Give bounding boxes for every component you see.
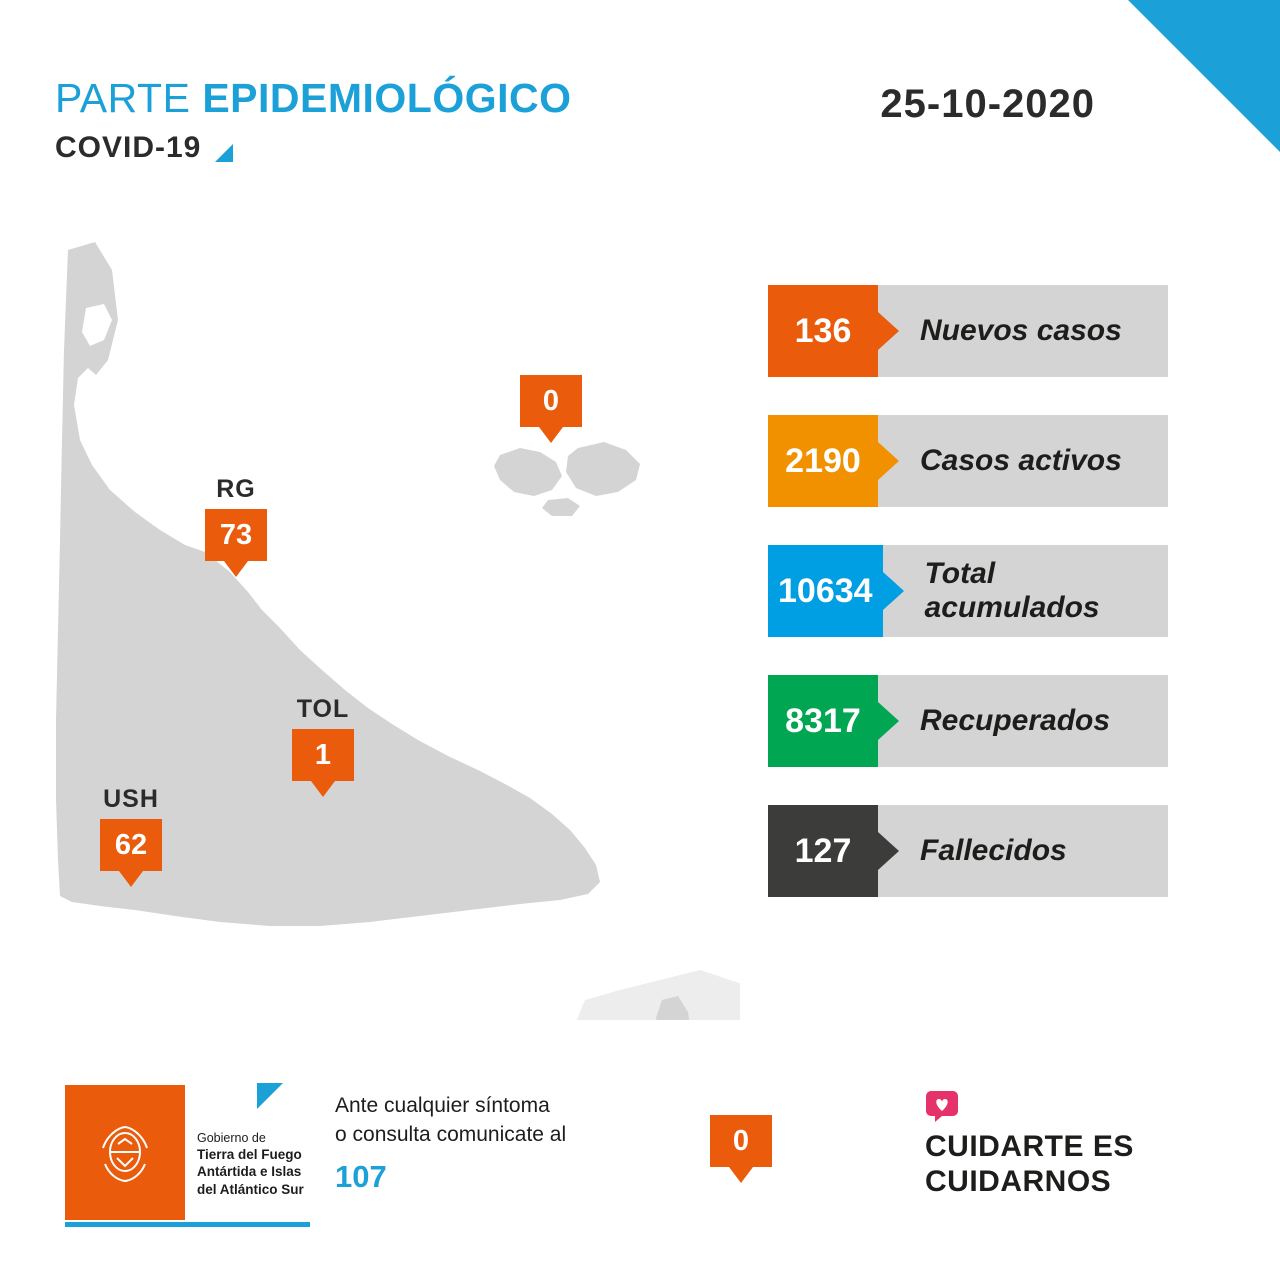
- stat-value-recuperados: 8317: [768, 675, 878, 767]
- stat-label-fallecidos: Fallecidos: [920, 834, 1067, 867]
- slogan-block: [925, 1090, 1134, 1199]
- heart-chat-icon: [925, 1090, 959, 1122]
- map-pin-rg[interactable]: [205, 475, 267, 561]
- stat-row-fallecidos: [768, 805, 1168, 897]
- contact-line-2: o consulta comunicate al: [335, 1122, 567, 1146]
- map-pin-antartida[interactable]: [710, 1115, 772, 1167]
- gov-line-2: Tierra del Fuego: [197, 1147, 302, 1162]
- contact-line-1: Ante cualquier síntoma: [335, 1094, 550, 1117]
- stat-label-total-acumulados: Total acumulados: [924, 557, 1100, 624]
- logo-orange-box: [65, 1085, 185, 1220]
- stat-row-recuperados: [768, 675, 1168, 767]
- stat-row-nuevos-casos: [768, 285, 1168, 377]
- slogan-line-2: CUIDARNOS: [925, 1164, 1112, 1198]
- page-title: [55, 75, 572, 121]
- contact-block: [335, 1092, 566, 1199]
- slogan-line-1: CUIDARTE ES: [925, 1130, 1134, 1163]
- map-shape-malvinas-east: [566, 442, 640, 496]
- map-pin-tol-value: 1: [292, 729, 354, 781]
- stats-panel: [768, 285, 1168, 935]
- map-pin-tol[interactable]: [292, 695, 354, 781]
- stat-row-total-acumulados: [768, 545, 1168, 637]
- map-pin-malvinas-value: 0: [520, 375, 582, 427]
- page-subtitle: COVID-19: [55, 131, 202, 164]
- report-date: 25-10-2020: [880, 82, 1095, 126]
- contact-phone-number: 107: [335, 1158, 387, 1194]
- stat-label-casos-activos: Casos activos: [920, 444, 1122, 477]
- tierra-del-fuego-map: [0, 200, 740, 1020]
- government-logo-text: [197, 1130, 304, 1198]
- gov-line-1: Gobierno de: [197, 1131, 266, 1145]
- map-shape-malvinas-small: [542, 498, 580, 516]
- map-pin-ush-value: 62: [100, 819, 162, 871]
- page-header: [55, 75, 572, 165]
- map-pin-tol-label: TOL: [296, 695, 350, 723]
- map-pin-ush-label: USH: [103, 785, 159, 813]
- government-logo: [65, 1085, 304, 1220]
- page-title-word-parte: PARTE: [55, 75, 191, 121]
- page-subtitle-row: [55, 131, 572, 165]
- map-pin-malvinas[interactable]: [520, 375, 582, 427]
- coat-of-arms-icon: [97, 1122, 153, 1184]
- map-pin-rg-value: 73: [205, 509, 267, 561]
- map-shape-antarctic-sector: [560, 970, 740, 1020]
- map-pin-antartida-value: 0: [710, 1115, 772, 1167]
- stat-label-recuperados: Recuperados: [920, 704, 1111, 737]
- page-title-word-epidemiologico: EPIDEMIOLÓGICO: [202, 75, 572, 121]
- blue-flag-icon: [257, 1083, 283, 1109]
- stat-row-casos-activos: [768, 415, 1168, 507]
- slogan-text: [925, 1130, 1134, 1199]
- map-pin-ush[interactable]: [100, 785, 162, 871]
- stat-label-nuevos-casos: Nuevos casos: [920, 314, 1122, 347]
- gov-line-4: del Atlántico Sur: [197, 1181, 304, 1197]
- triangle-accent-icon: [215, 144, 233, 162]
- map-pin-rg-label: RG: [216, 475, 256, 503]
- gov-line-3: Antártida e Islas: [197, 1164, 302, 1180]
- corner-triangle-decoration: [1128, 0, 1280, 152]
- logo-underline-rule: [65, 1222, 310, 1227]
- stat-value-total-acumulados: 10634: [768, 545, 883, 637]
- stat-value-fallecidos: 127: [768, 805, 878, 897]
- map-shape-malvinas-west: [494, 448, 562, 496]
- stat-value-nuevos-casos: 136: [768, 285, 878, 377]
- stat-value-casos-activos: 2190: [768, 415, 878, 507]
